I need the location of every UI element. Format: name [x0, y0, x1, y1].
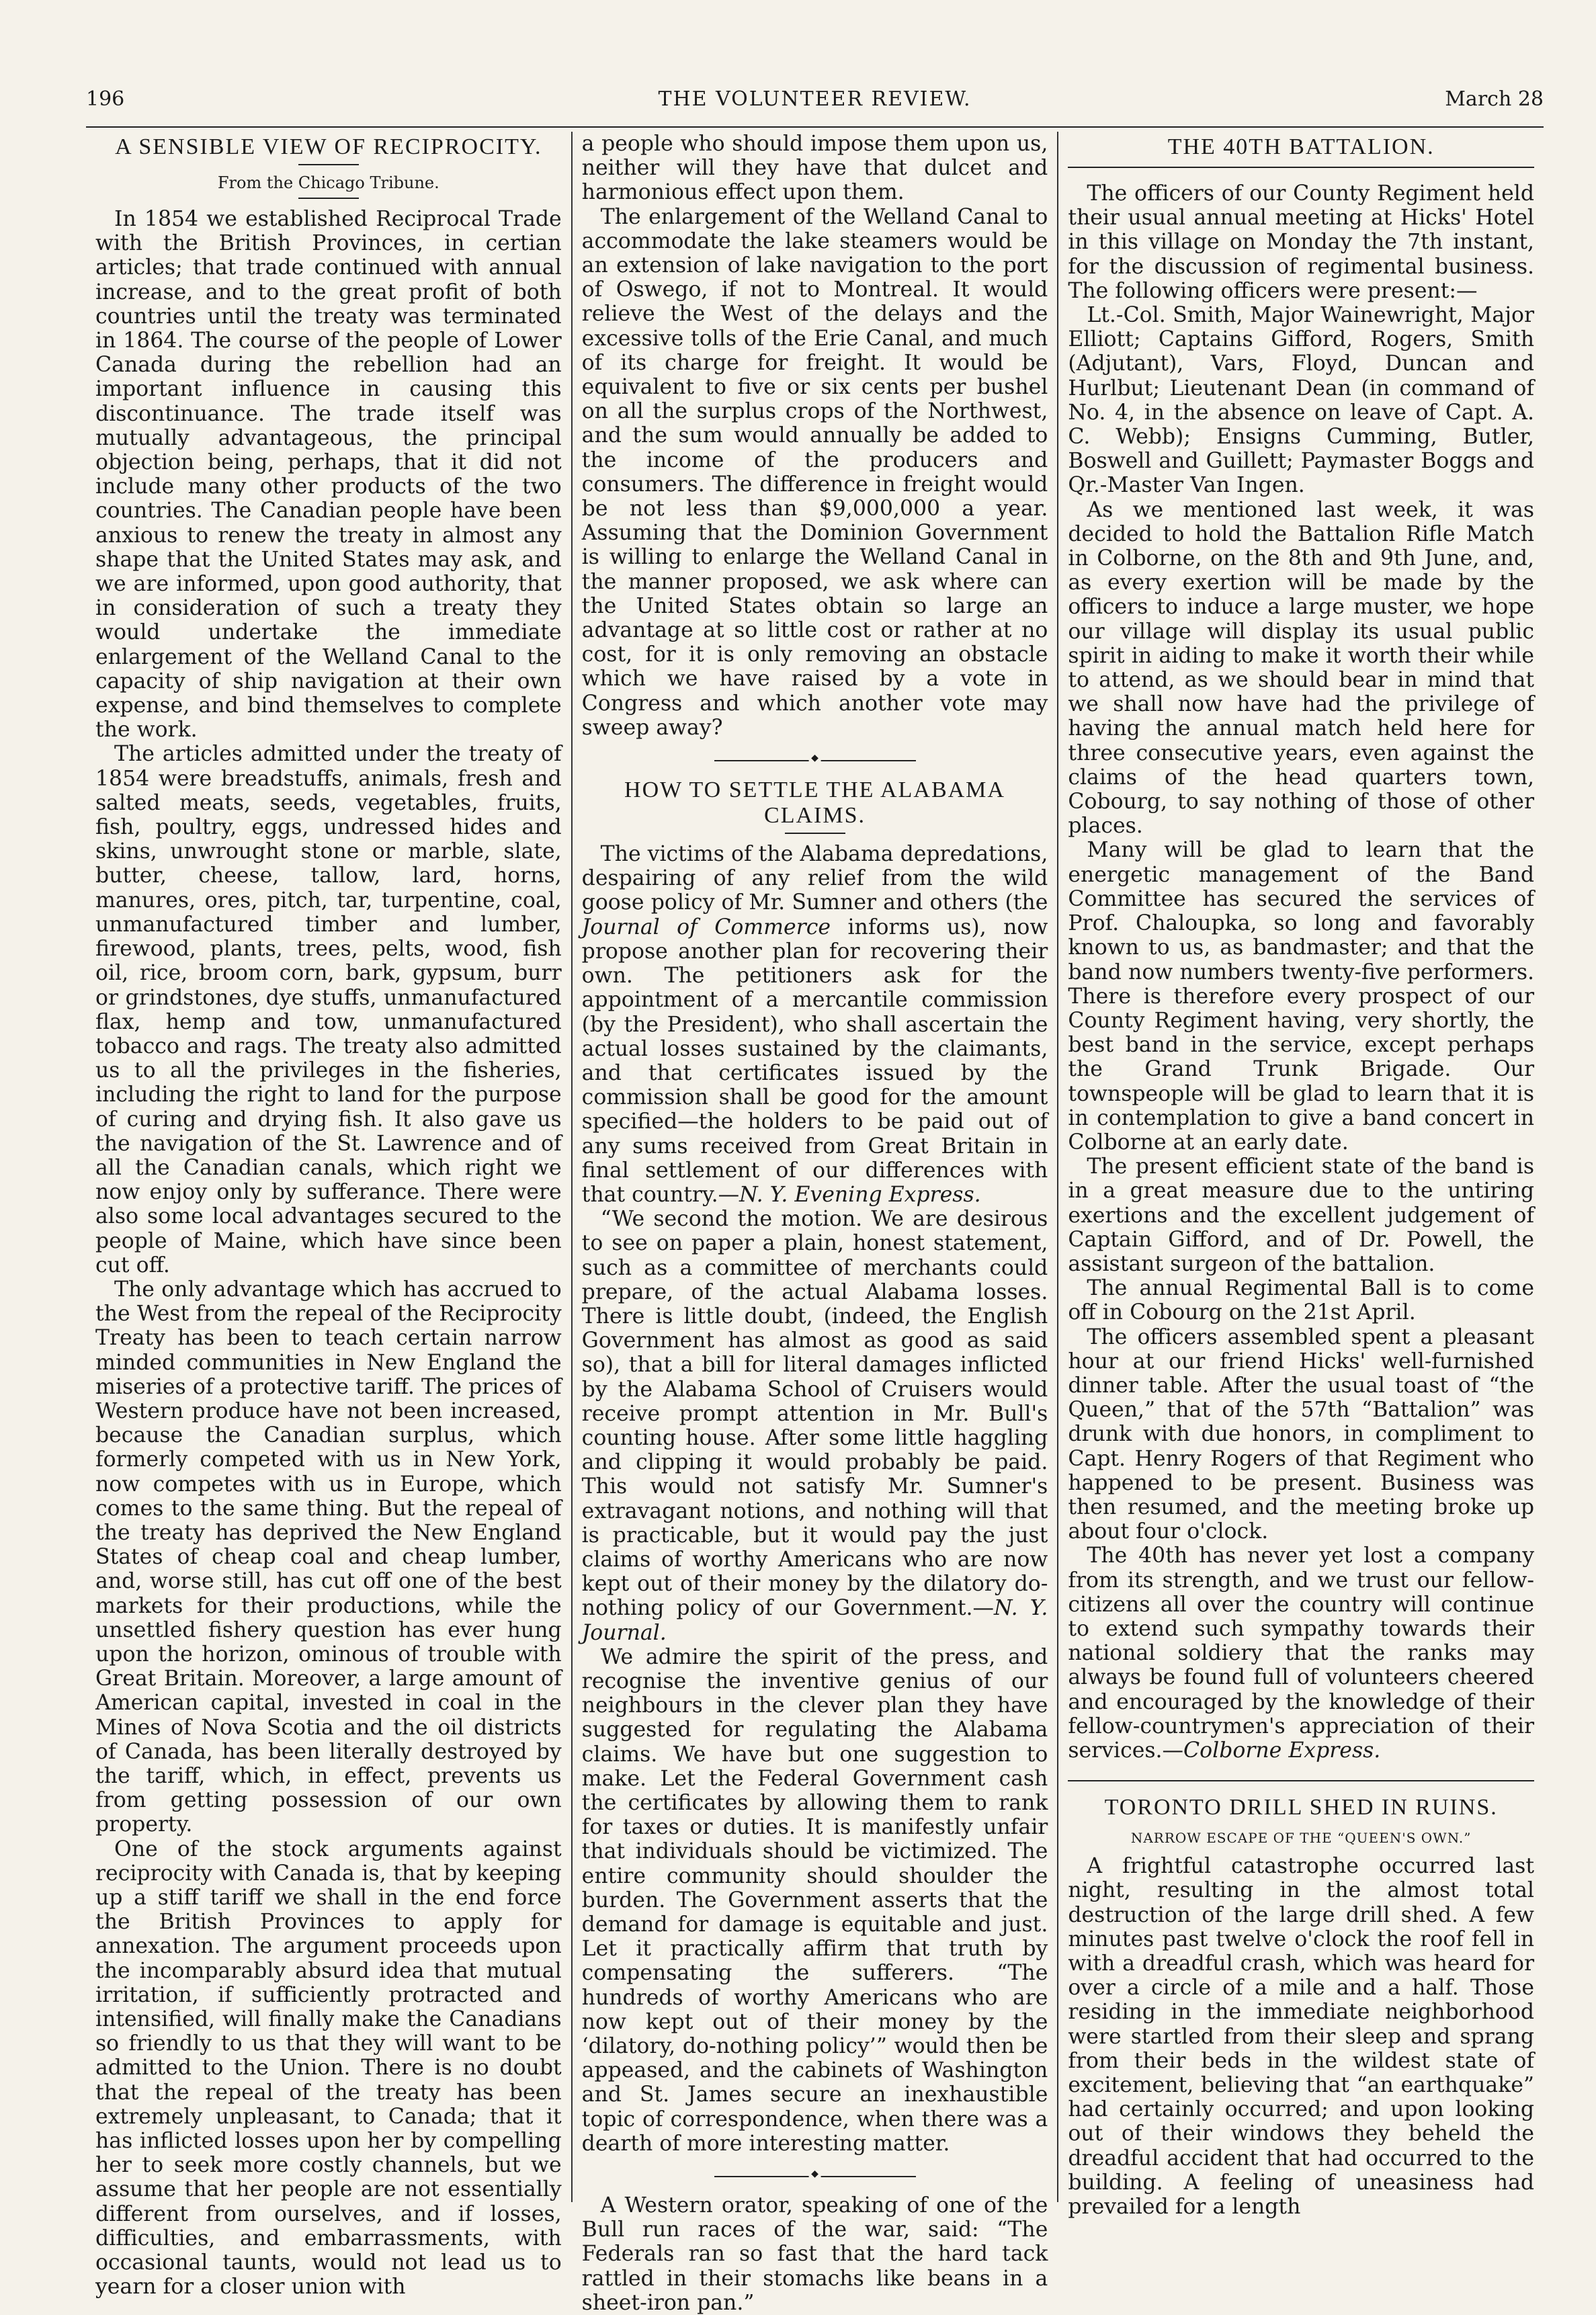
- paragraph: The only advantage which has accrued to the West from the repeal of the Reciprocity Treaty has been to teach certain narrow minded communities in New England the miseries of a protective tariff. The prices of Western produce have not been increased, because the Canadian surplus, which formerly competed with us in New York, now competes with us in Europe, which comes to the same thing. But the repeal of the treaty has deprived the New England States of cheap coal and cheap lumber, and, worse still, has cut off one of the best markets for their productions, while the unsettled fishery question has ever hung upon the horizon, ominous of trouble with Great Britain. Moreover, a large amount of American capital, invested in coal in the Mines of Nova Scotia and the oil districts of Canada, has been literally destroyed by the tariff, which, in effect, prevents us from getting possession of our own property.: [95, 1277, 562, 1837]
- paragraph: As we mentioned last week, it was decided to hold the Battalion Rifle Match in Colborne, on the 8th and 9th June, and, as every exertion will be made by the officers to induce a large muster, we hope our village will display its usual public spirit in aiding to make it worth their while to attend, as we should bear in mind that we shall now have had the privilege of having the annual match held here for three consecutive years, even against the claims of the head quarters town, Cobourg, to say nothing of those of other places.: [1068, 497, 1535, 839]
- paragraph: In 1854 we established Reciprocal Trade with the British Provinces, in certian articles; that trade continued with annual increase, and to the great profit of both countries until the treaty was terminated in 1864. The course of the people of Lower Canada during the rebellion had an important influence in causing this discontinuance. The trade itself was mutually advantageous, the principal objection being, perhaps, that it did not include many other products of the two countries. The Canadian people have been anxious to renew the treaty in almost any shape that the United States may ask, and we are informed, upon good authority, that in consideration of such a treaty they would undertake the immediate enlargement of the Welland Canal to the capacity of ship navigation at their own expense, and bind themselves to complete the work.: [95, 207, 562, 743]
- article-byline: From the Chicago Tribune.: [217, 173, 439, 192]
- divider: [298, 164, 359, 165]
- page-number: 196: [86, 87, 125, 111]
- source-credit: N. Y. Evening Express.: [739, 1182, 981, 1207]
- paragraph: Lt.-Col. Smith, Major Wainewright, Major Elliott; Captains Gifford, Rogers, Smith (Adjutant), Vars, Floyd, Duncan and Hurlbut; Lieutenant Dean (in command of No. 4, in the absence on leave of Capt. A. C. Webb); Ensigns Cumming, Butler, Boswell and Guillett; Paymaster Boggs and Qr.-Master Van Ingen.: [1068, 303, 1535, 498]
- article-headline-40th-battalion: THE 40TH BATTALION.: [1167, 134, 1435, 159]
- section-divider: [714, 760, 916, 761]
- paragraph: The officers of our County Regiment held their usual annual meeting at Hicks' Hotel in this village on Monday the 7th instant, for the discussion of regimental business. The following officers were present:—: [1068, 181, 1535, 303]
- paragraph: The annual Regimental Ball is to come off in Cobourg on the 21st April.: [1068, 1276, 1535, 1325]
- paragraph: a people who should impose them upon us, neither will they have that dulcet and harmonious effect upon them.: [581, 132, 1048, 205]
- article-headline-drill-shed: TORONTO DRILL SHED IN RUINS.: [1104, 1795, 1498, 1820]
- source-italic: Journal of Commerce: [581, 915, 831, 939]
- divider: [785, 833, 845, 834]
- paragraph: Many will be glad to learn that the energetic management of the Band Committee has secured the services of Prof. Chaloupka, so long and favorably known to us, as bandmaster; and that the band now numbers twenty-five performers. There is therefore every prospect of our County Regiment having, very shortly, the best band in the service, except perhaps the Grand Trunk Brigade. Our townspeople will be glad to learn that it is in contemplation to give a band concert in Colborne at an early date.: [1068, 838, 1535, 1154]
- paragraph: [582, 1207, 1048, 1645]
- paragraph: A frightful catastrophe occurred last night, resulting in the almost total destruction of the large drill shed. A few minutes past twelve o'clock the roof fell in with a dreadful crash, which was heard for over a circle of a mile and a half. Those residing in the immediate neighborhood were startled from their sleep and sprang from their beds in the wildest state of excitement, believing that “an earthquake” had certainly occurred; and upon looking out of their windows they beheld the dreadful accident that had occurred to the building. A feeling of uneasiness had prevailed for a length: [1068, 1854, 1535, 2220]
- source-credit: Colborne Express.: [1183, 1738, 1381, 1763]
- source-credit: N. Y. Journal.: [581, 1596, 1048, 1645]
- paragraph: The enlargement of the Welland Canal to accommodate the lake steamers would be an extension of lake navigation to the port of Oswego, if not to Montreal. It would relieve the West of the delays and the excessive tolls of the Erie Canal, and much of its charge for freight. It would be equivalent to five or six cents per bushel on all the surplus crops of the Northwest, and the sum would annually be added to the income of the producers and consumers. The difference in freight would be not less than $9,000,000 a year. Assuming that the Dominion Government is willing to enlarge the Welland Canal in the manner proposed, we ask where can the United States obtain so large an advantage at so little cost or rather at no cost, for it is only removing an obstacle which we have raised by a vote in Congress and which another vote may sweep away?: [581, 204, 1048, 740]
- issue-date: March 28: [1445, 87, 1544, 111]
- masthead-title: THE VOLUNTEER REVIEW.: [658, 87, 972, 111]
- divider: [298, 198, 359, 199]
- column-2: [571, 132, 1058, 2315]
- column-1: [86, 132, 571, 2300]
- text-run: “We second the motion. We are desirous to see on paper a plain, honest statement, such as a committee of merchants could prepare, of the actual Alabama losses. There is little doubt, (indeed, the English Government has almost as good as said so), that a bill for literal damages inflicted by the Alabama School of Cruisers would receive prompt attention in Mr. Bull's counting house. After some little haggling and clipping it would probably be paid. This would not satisfy Mr. Sumner's extravagant notions, and nothing will that is practicable, but it would pay the just claims of worthy Americans who are now kept out of their money by the dilatory do-nothing policy of our Government.—: [581, 1207, 1048, 1621]
- divider: [1068, 167, 1534, 168]
- article-headline-alabama: HOW TO SETTLE THE ALABAMA CLAIMS.: [624, 777, 1005, 829]
- paragraph: The articles admitted under the treaty of 1854 were breadstuffs, animals, fresh and salted meats, seeds, vegetables, fruits, fish, poultry, eggs, undressed hides and skins, unwrought stone or marble, slate, butter, cheese, tallow, lard, horns, manures, ores, pitch, tar, turpentine, coal, unmanufactured timber and lumber, firewood, plants, trees, pelts, wood, fish oil, rice, broom corn, bark, gypsum, burr or grindstones, dye stuffs, unmanufactured flax, hemp and tow, unmanufactured tobacco and rags. The treaty also admitted us to all the privileges in the fisheries, including the right to land for the purpose of curing and drying fish. It also gave us the navigation of the St. Lawrence and of all the Canadian canals, which right we now enjoy only by sufferance. There were also some local advantages secured to the people of Maine, which have since been cut off.: [95, 742, 562, 1277]
- article-subhead: NARROW ESCAPE OF THE “QUEEN'S OWN.”: [1130, 1830, 1472, 1847]
- paragraph: A Western orator, speaking of one of the Bull run races of the war, said: “The Federals ran so fast that the hard tack rattled in their stomachs like beans in a sheet-iron pan.”: [581, 2193, 1048, 2315]
- header-rule: [86, 126, 1544, 128]
- page-header: [86, 87, 1544, 120]
- text-run: The 40th has never yet lost a company from its strength, and we trust our fellow-citizens all over the country will continue to extend such sympathy towards their national soldiery that the ranks may always be found full of volunteers cheered and encouraged by the knowledge of their fellow-countrymen's appreciation of their services.—: [1068, 1544, 1535, 1763]
- paragraph: The present efficient state of the band is in a great measure due to the untiring exertions and the excellent judgement of Captain Gifford, and of Dr. Powell, the assistant surgeon of the battalion.: [1068, 1154, 1535, 1276]
- paragraph: [1068, 1544, 1534, 1763]
- paragraph: [582, 842, 1048, 1207]
- paragraph: One of the stock arguments against reciprocity with Canada is, that by keeping up a stiff tariff we shall in the end force the British Provinces to apply for annexation. The argument proceeds upon the incomparably absurd idea that mutual irritation, if sufficiently protracted and intensified, will finally make the Canadians so friendly to us that they will want to be admitted to the Union. There is no doubt that the repeal of the treaty has been extremely unpleasant, to Canada; that it has inflicted losses upon her by compelling her to seek more costly channels, but we assume that her people are not essentially different from ourselves, and if losses, difficulties, and embarrassments, with occasional taunts, would not lead us to yearn for a closer union with: [95, 1837, 562, 2300]
- column-3: [1057, 132, 1544, 2220]
- text-run: informs us), now propose another plan for recovering their own. The petitioners ask for the appointment of a mercantile commission (by the President), who shall ascertain the actual losses sustained by the claimants, and that certificates issued by the commission shall be good for the amount specified—the holders to be paid out of any sums received from Great Britain in final settlement of our differences with that country.—: [581, 915, 1048, 1207]
- section-divider: [714, 2176, 916, 2177]
- columns: [86, 132, 1544, 2315]
- text-run: The victims of the Alabama depredations, despairing of any relief from the wild goose policy of Mr. Sumner and others (the: [581, 842, 1048, 915]
- paragraph: The officers assembled spent a pleasant hour at our friend Hicks' well-furnished dinner table. After the usual toast of “the Queen,” that of the 57th “Battalion” was drunk with due honors, in compliment to Capt. Henry Rogers of that Regiment who happened to be present. Business was then resumed, and the meeting broke up about four o'clock.: [1068, 1324, 1535, 1544]
- divider: [1068, 1780, 1534, 1781]
- paragraph: We admire the spirit of the press, and recognise the inventive genius of our neighbours in the clever plan they have suggested for regulating the Alabama claims. We have but one suggestion to make. Let the Federal Government cash the certificates by allowing them to rank for taxes or duties. It is manifestly unfair that individuals should be victimized. The entire community should shoulder the burden. The Government asserts that the demand for damage is equitable and just. Let it practically affirm that truth by compensating the sufferers. “The hundreds of worthy Americans who are now kept out of their money by the ‘dilatory, do-nothing policy’” would then be appeased, and the cabinets of Washington and St. James secure an inexhaustible topic of correspondence, when there was a dearth of more interesting matter.: [581, 1644, 1048, 2156]
- article-headline-reciprocity: A SENSIBLE VIEW OF RECIPROCITY.: [115, 134, 542, 159]
